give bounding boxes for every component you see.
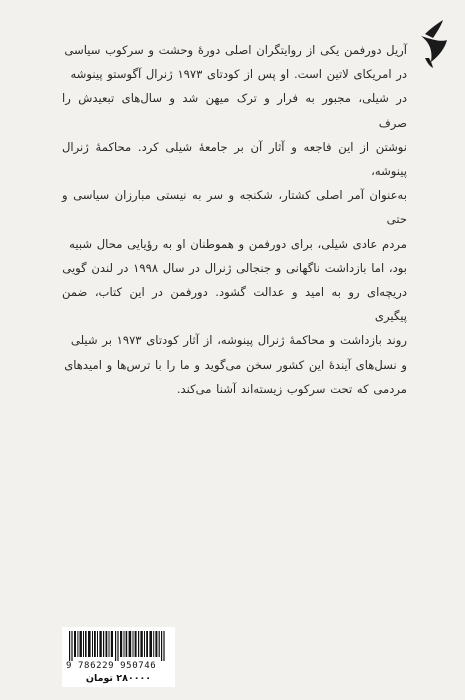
blurb-line: روند بازداشت و محاکمهٔ ژنرال پینوشه، از آثار کودتای ۱۹۷۳ بر شیلی xyxy=(70,333,407,348)
blurb-line: بود، اما بازداشت ناگهانی و جنجالی ژنرال در سال ۱۹۹۸ در لندن گویی xyxy=(62,260,407,275)
blurb-line: و نسل‌های آیندهٔ این کشور سخن می‌گوید و ما را با ترس‌ها و امیدهای xyxy=(64,357,407,372)
blurb-line: نوشتن از این فاجعه و آثار آن بر جامعهٔ شیلی کرد. محاکمهٔ ژنرال پینوشه، xyxy=(62,139,407,179)
blurb-line: مردم عادی شیلی، برای دورفمن و هموطنان او به رؤیایی محال شبیه xyxy=(69,236,407,251)
blurb-line: به‌عنوان آمر اصلی کشتار، شکنجه و سر به نیستی مبارزان سیاسی و حتی xyxy=(62,188,407,227)
blurb-line: در امریکای لاتین است. او پس از کودتای ۱۹۷۳ ژنرال آگوستو پینوشه xyxy=(70,67,407,82)
isbn-digits: 9 786229 950746 xyxy=(66,661,157,671)
barcode-bars-icon xyxy=(69,631,169,661)
isbn-barcode xyxy=(62,627,175,687)
blurb-line: در شیلی، مجبور به فرار و ترک میهن شد و سال‌های تبعیدش را صرف xyxy=(62,91,407,130)
publisher-logo-icon xyxy=(413,18,451,70)
blurb-line: آریل دورفمن یکی از روایتگران اصلی دورهٔ وحشت و سرکوب سیاسی xyxy=(64,43,407,57)
blurb-line: دریچه‌ای رو به امید و عدالت گشود. دورفمن در این کتاب، ضمن پیگیری xyxy=(62,285,407,324)
back-cover-blurb xyxy=(62,38,407,401)
price-label: ۲۸۰۰۰۰ تومان xyxy=(85,673,152,684)
blurb-line: مردمی که تحت سرکوب زیسته‌اند آشنا می‌کند. xyxy=(176,381,407,396)
